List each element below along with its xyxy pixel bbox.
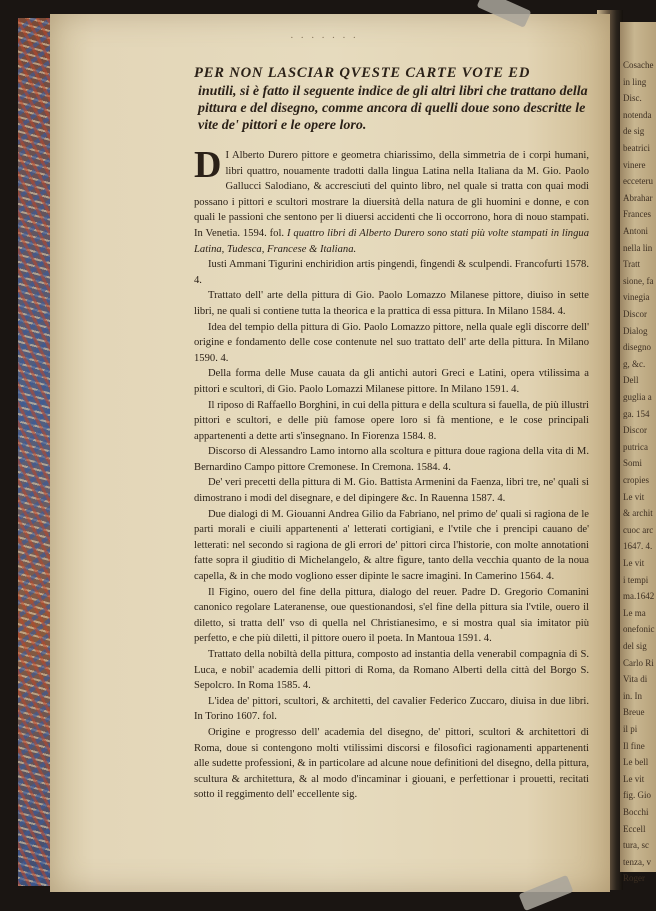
- book-entry: Il riposo di Raffaello Borghini, in cui della pittura e della scultura si fauella, de più illustri pittori e scultori, e delle più famose opere loro si fà mentione, e le cose principali appartenenti a dette arti s'insegnano. In Fiorenza 1584. 8.: [194, 399, 589, 442]
- facing-page-fragment: tura, sc: [623, 840, 649, 851]
- book-entry: Della forma delle Muse cauata da gli antichi autori Greci e Latini, opera vtilissima a pittori e scultori, di Gio. Paolo Lomazzi Milanese pittore. In Milano 1591. 4.: [194, 368, 589, 395]
- facing-page-fragment: ga. 154: [623, 408, 650, 419]
- page-ornament: · · · · · · ·: [290, 32, 359, 44]
- book-entry: Trattato dell' arte della pittura di Gio. Paolo Lomazzo Milanese pittore, diuiso in sette libri, ne quali si contiene tutta la theorica e la prattica di essa pittura. In Milano 1584. 4.: [194, 290, 589, 317]
- facing-page-fragment: de sig: [623, 126, 645, 137]
- heading-caps: PER NON LASCIAR QVESTE CARTE VOTE ED: [194, 65, 531, 81]
- facing-page-fragment: il pi: [623, 724, 638, 734]
- facing-page-fragment: Abrahar: [623, 192, 653, 203]
- heading-rest: inutili, si è fatto il seguente indice de gli altri libri che trattano della pittura e del disegno, comme ancora di quelli doue sono descritte le vite de' pittori e le opere loro.: [198, 84, 588, 133]
- facing-page-fragment: vinegia: [623, 292, 650, 303]
- facing-page-fragment: 1647. 4.: [623, 541, 653, 552]
- facing-page-fragment: Antoni: [623, 226, 649, 236]
- facing-page-fragment: Le vit: [623, 558, 645, 568]
- facing-page-fragment: Bocchi: [623, 807, 649, 817]
- facing-page-fragment: sione, fa: [623, 275, 654, 286]
- book-entry: L'idea de' pittori, scultori, & architetti, del cavalier Federico Zuccaro, diuisa in due libri. In Torino 1607. fol.: [194, 695, 589, 723]
- facing-page-fragment: cropies: [623, 475, 649, 485]
- page-text: [194, 64, 589, 803]
- facing-page-fragment: Somi: [623, 458, 643, 469]
- facing-page-fragment: in ling: [623, 76, 647, 87]
- facing-page-fragment: cuoc arc: [623, 524, 654, 535]
- book-entry: Trattato della nobiltà della pittura, composto ad instantia della venerabil compagnia di S. Luca, e nobil' academia delli pittori di Roma, da Romano Alberti della città del Borgo S. Sepolcro. In Roma 1585. 4.: [194, 649, 589, 692]
- facing-page-fragment: Disc.: [623, 93, 642, 104]
- facing-page-fragment: Le ma: [623, 607, 646, 618]
- facing-page-fragment: g, &c.: [623, 358, 646, 369]
- book-entry: [194, 144, 589, 257]
- facing-page-fragment: Discor: [623, 425, 647, 436]
- facing-page-fragment: beatrici: [623, 143, 650, 153]
- book-entry: Due dialogi di M. Giouanni Andrea Gilio da Fabriano, nel primo de' quali si ragiona de le parti morali e ciuili appartenenti a' letterati cortigiani, e l'vtile che i prencipi cauano de' letterati: nel secondo si ragiona de gli errori de' pittori circa l'historie, con molte annotationi fatte sopra il giuditio di Michelangelo, & altre figure, tanto della vecchia quanto de la noua capella, & in che modo vogliono esser dipinte le sacre imagini. In Camerino 1564. 4.: [194, 508, 589, 583]
- book-entry: De' veri precetti della pittura di M. Gio. Battista Armenini da Faenza, libri tre, ne' quali si dimostrano i modi del disegnare, e del dipingere &c. In Rauenna 1587. 4.: [194, 477, 589, 505]
- facing-page-fragment: ecceteru: [623, 176, 653, 187]
- facing-page-fragment: Cosache: [623, 60, 654, 70]
- book-entry: Discorso di Alessandro Lamo intorno alla scoltura e pittura doue ragiona della vita di M. Bernardino Campo pittore Cremonese. In Cremona. 1584. 4.: [194, 446, 589, 473]
- book-entry: Iusti Ammani Tigurini enchiridion artis pingendi, fingendi & sculpendi. Francofurti 1578. 4.: [194, 259, 589, 286]
- facing-page-fragment: i tempi: [623, 574, 649, 585]
- facing-page-fragment: & archit: [623, 508, 653, 519]
- facing-page-fragment: Dialog: [623, 325, 648, 336]
- facing-page-fragment: Breue: [623, 707, 645, 718]
- facing-page-fragment: Eccell: [623, 823, 646, 834]
- facing-page-fragment: nella lin: [623, 242, 653, 253]
- facing-page-fragment: Le bell: [623, 757, 649, 768]
- entry-note: I quattro libri di Alberto Durero sono stati più volte stampati in lingua Latina, Tudesca, Francese & Italiana.: [194, 227, 589, 255]
- facing-page-fragment: Vita di: [623, 674, 648, 685]
- book-entry: Origine e progresso dell' academia del disegno, de' pittori, scultori & architettori di Roma, doue si contengono molti vtilissimi discorsi e filosofici ragionamenti appartenenti alle sudette professioni, & in particolare ad alcune noue definitioni del disegno, della pittura, scultura & architettura, & al modo d'incaminar i giouani, e perfettionar i prouetti, recitati sotto il reggimento dell' eccellente sig.: [194, 726, 589, 801]
- facing-page-fragment: Frances: [623, 209, 651, 220]
- page-heading: [194, 64, 589, 134]
- facing-page-fragment: vinere: [623, 159, 646, 170]
- facing-page-fragment: Tratt: [623, 259, 641, 270]
- facing-page-fragment: Le vit: [623, 773, 645, 784]
- facing-page-fragment: tenza, v: [623, 856, 651, 867]
- book-entry: Il Figino, ouero del fine della pittura, dialogo del reuer. Padre D. Gregorio Comanini canonico regolare Lateranense, oue questionandosi, s'el fine della pittura sia l'vtile, ouero il diletto, si tratta dell' vso di quella nel Christianesimo, e si mostra qual sia imitator più perfetto, e che più diletti, il pittore ouero il poeta. In Mantoua 1591. 4.: [194, 586, 589, 645]
- facing-page-fragment: Dell: [623, 375, 639, 386]
- facing-page-fragment: ma.1642: [623, 591, 655, 602]
- entry-text: I Alberto Durero pittore e geometra chiarissimo, della simmetria de i corpi humani, libri quattro, nouamente tradotti dalla lingua Latina nella Italiana da M. Gio. Paolo Gallucci Salodiano, & accresciuti del quinto libro, nel quale si tratta con quai modi possano i pittori e scultori mostrare la diuersità della natura de gli huomini e donne, e con quali le passioni che sentono per li diuersi accidenti che li occorrono, hora di nouo stampati. In Venetia. 1594. fol.: [194, 150, 589, 239]
- facing-page-edge: [620, 22, 656, 884]
- facing-page-fragment: Le vit: [623, 491, 645, 502]
- facing-page-fragment: del sig: [623, 641, 647, 651]
- book-entry: Idea del tempio della pittura di Gio. Paolo Lomazzo pittore, nella quale egli discorre dell' origine e fondamento delle cose contenute nel suo trattato dell' arte della pittura. In Milano 1590. 4.: [194, 321, 589, 364]
- facing-page-fragment: Discor: [623, 309, 647, 319]
- facing-page-fragment: Il fine: [623, 740, 645, 751]
- drop-cap: D: [194, 144, 222, 186]
- facing-page-fragment: onefonic: [623, 624, 655, 635]
- facing-page-fragment: disegno: [623, 342, 651, 353]
- marbled-endpaper: [18, 18, 52, 886]
- facing-page-fragment: notenda: [623, 109, 652, 120]
- facing-page-fragment: Carlo Ri: [623, 657, 654, 668]
- facing-page-fragment: fig. Gio: [623, 790, 651, 801]
- facing-page-fragment: Roger: [623, 873, 645, 884]
- facing-page-fragment: in. In: [623, 690, 642, 701]
- facing-page-fragment: guglia a: [623, 392, 652, 402]
- facing-page-fragment: putrica: [623, 441, 648, 452]
